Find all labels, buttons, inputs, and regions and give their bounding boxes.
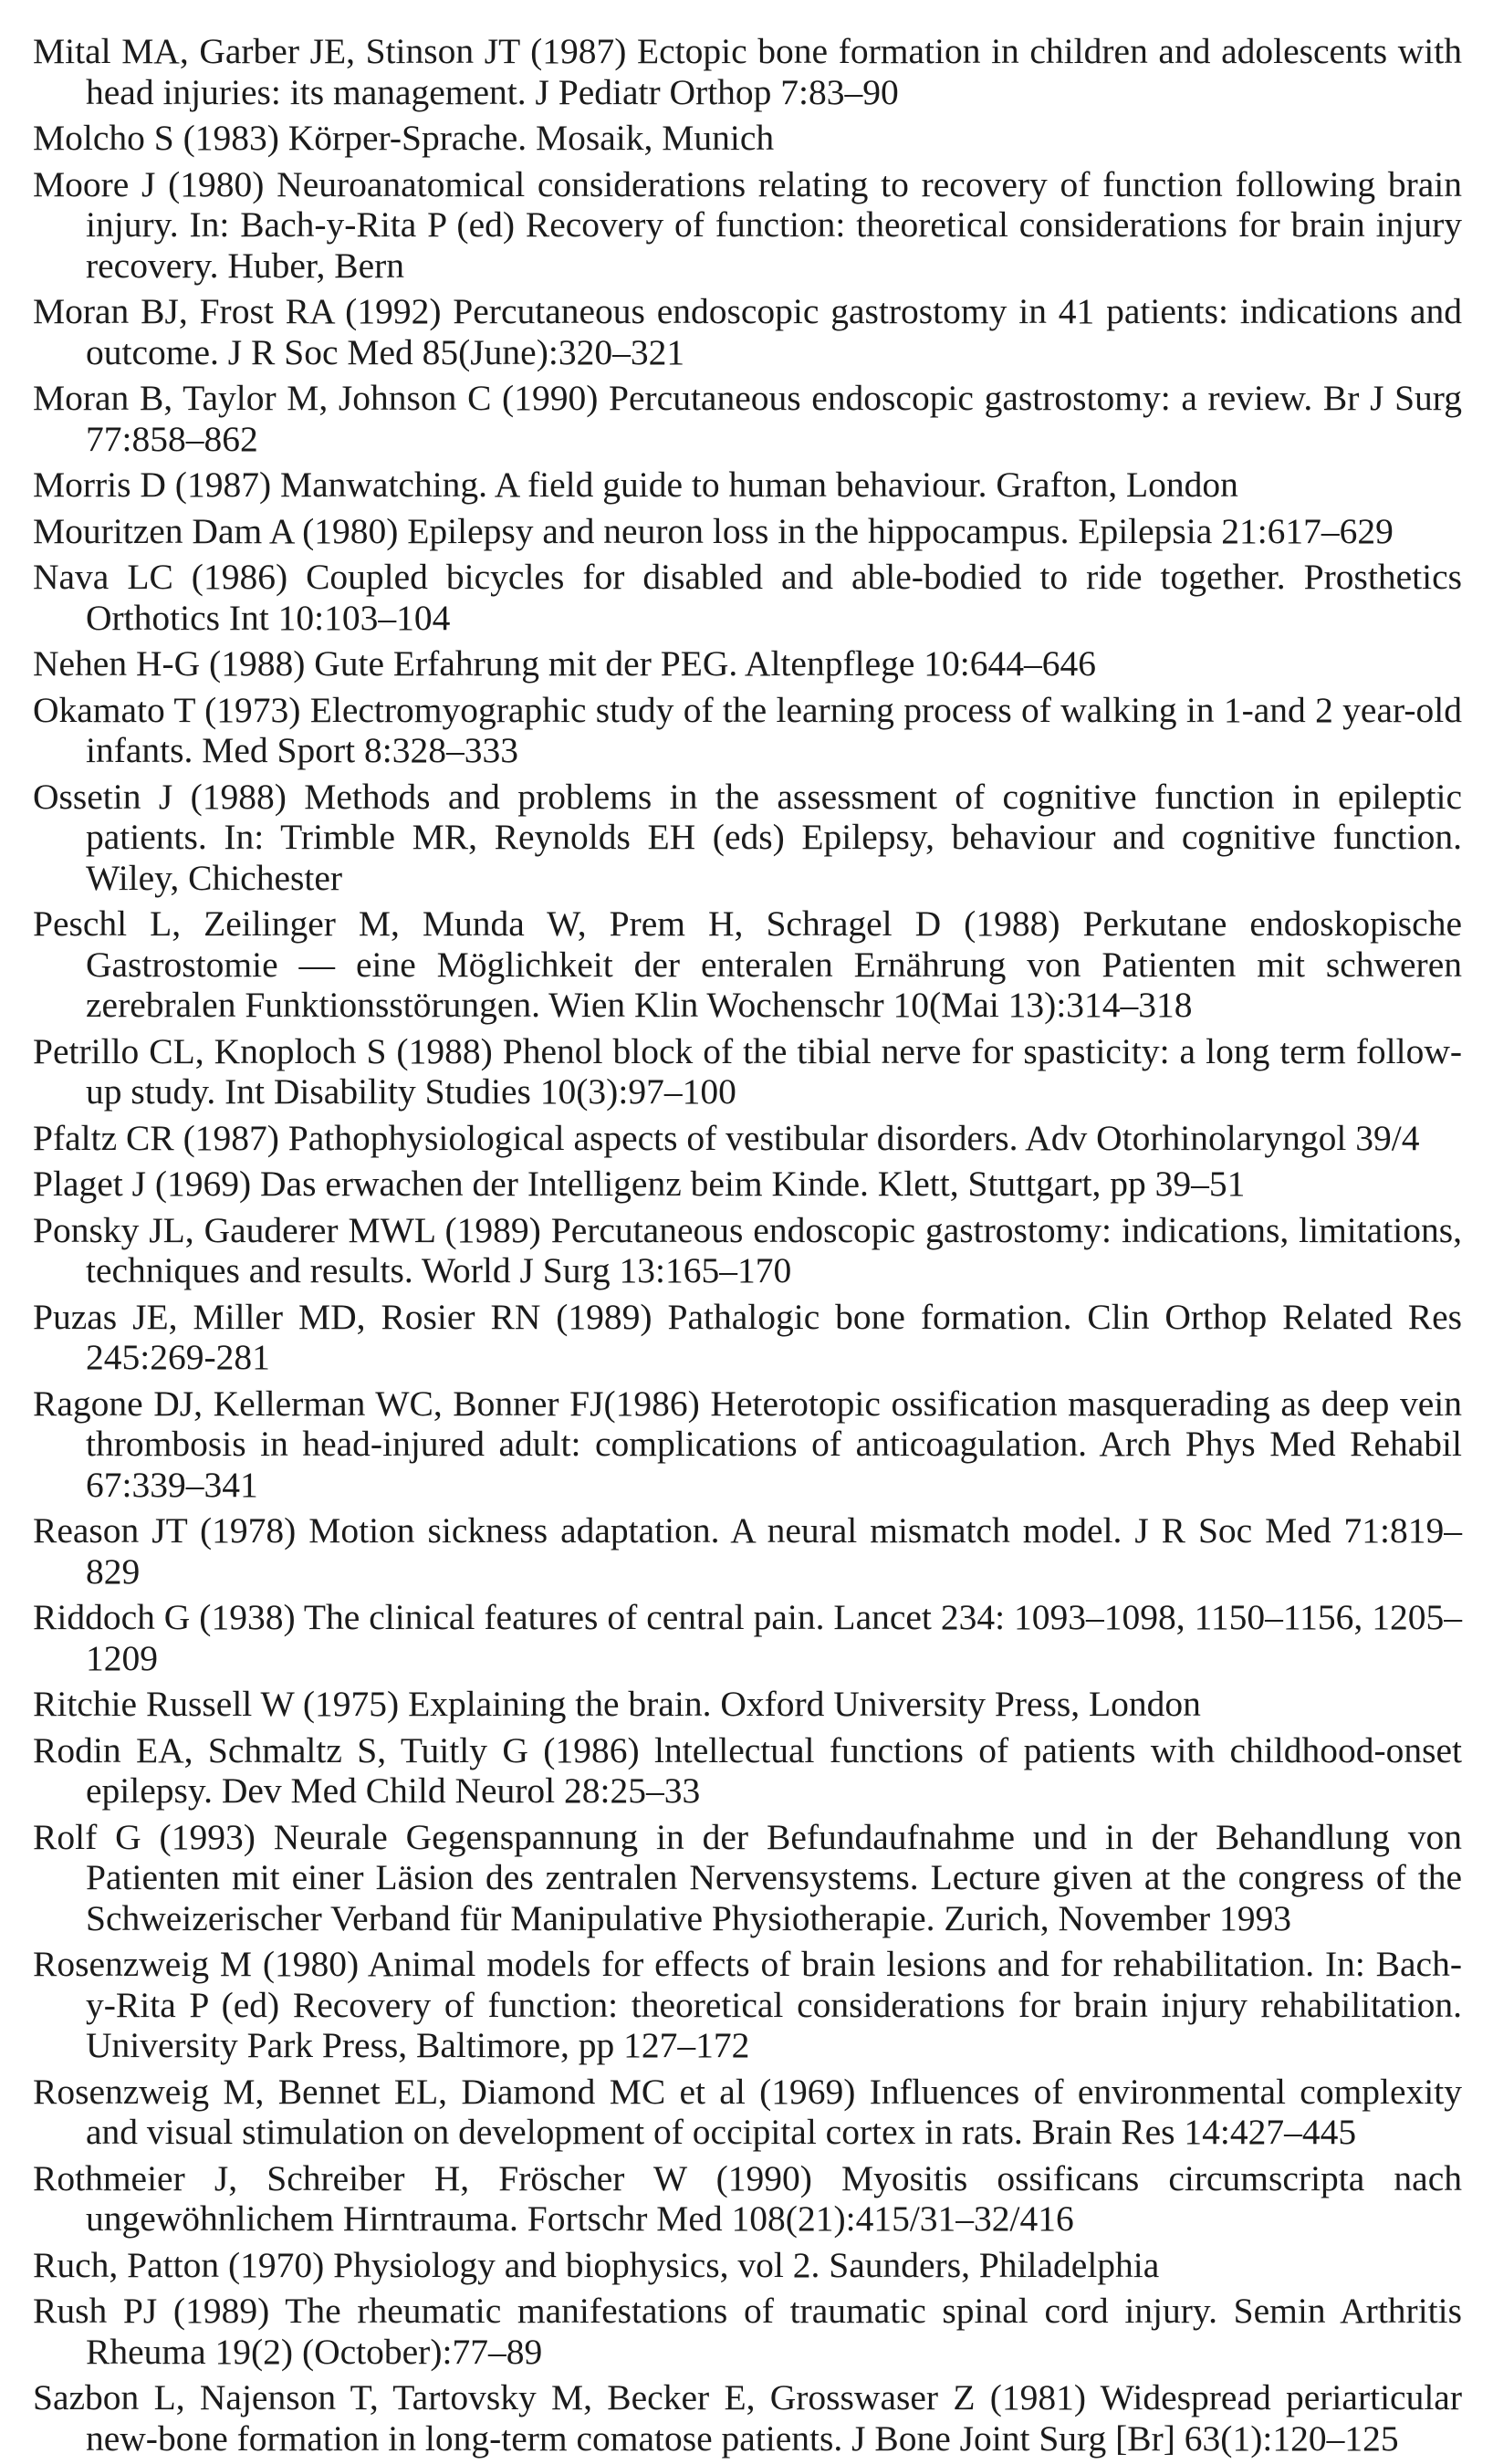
reference-entry: Rothmeier J, Schreiber H, Fröscher W (1990) Myositis ossificans circumscripta nach ungewöhnlichem Hirntrauma. Fortschr Med 108(21):415/31–32/416 (33, 2157, 1462, 2239)
reference-entry: Ragone DJ, Kellerman WC, Bonner FJ(1986) Heterotopic ossification masquerading as deep vein thrombosis in head-injured adult: complications of anticoagulation. Arch Phys Med Rehabil 67:339–341 (33, 1383, 1462, 1505)
reference-entry: Peschl L, Zeilinger M, Munda W, Prem H, Schragel D (1988) Perkutane endoskopische Gastrostomie — eine Möglichkeit der enteralen Ernährung von Patienten mit schweren zerebralen Funktionsstörungen. Wien Klin Wochenschr 10(Mai 13):314–318 (33, 903, 1462, 1025)
reference-entry: Puzas JE, Miller MD, Rosier RN (1989) Pathalogic bone formation. Clin Orthop Related Res 245:269-281 (33, 1296, 1462, 1377)
reference-entry: Ossetin J (1988) Methods and problems in the assessment of cognitive function in epileptic patients. In: Trimble MR, Reynolds EH (eds) Epilepsy, behaviour and cognitive function. Wiley, Chichester (33, 776, 1462, 898)
reference-entry: Nava LC (1986) Coupled bicycles for disabled and able-bodied to ride together. Prosthetics Orthotics Int 10:103–104 (33, 557, 1462, 638)
reference-entry: Sazbon L, Najenson T, Tartovsky M, Becker E, Grosswaser Z (1981) Widespread periarticular new-bone formation in long-term comatose patients. J Bone Joint Surg [Br] 63(1):120–125 (33, 2377, 1462, 2459)
reference-entry: Rosenzweig M (1980) Animal models for effects of brain lesions and for rehabilitation. In: Bach-y-Rita P (ed) Recovery of function: theoretical considerations for brain injury rehabilitation. University Park Press, Baltimore, pp 127–172 (33, 1944, 1462, 2065)
reference-entry: Moran BJ, Frost RA (1992) Percutaneous endoscopic gastrostomy in 41 patients: indications and outcome. J R Soc Med 85(June):320–321 (33, 291, 1462, 372)
reference-entry: Ponsky JL, Gauderer MWL (1989) Percutaneous endoscopic gastrostomy: indications, limitations, techniques and results. World J Surg 13:165–170 (33, 1209, 1462, 1290)
reference-entry: Molcho S (1983) Körper-Sprache. Mosaik, Munich (33, 118, 775, 158)
reference-entry: Rolf G (1993) Neurale Gegenspannung in der Befundaufnahme und in der Behandlung von Patienten mit einer Läsion des zentralen Nervensystems. Lecture given at the congress of the Schweizerischer Verband für Manipulative Physiotherapie. Zurich, November 1993 (33, 1816, 1462, 1938)
reference-entry: Rush PJ (1989) The rheumatic manifestations of traumatic spinal cord injury. Semin Arthritis Rheuma 19(2) (October):77–89 (33, 2291, 1462, 2372)
reference-entry: Moran B, Taylor M, Johnson C (1990) Percutaneous endoscopic gastrostomy: a review. Br J Surg 77:858–862 (33, 378, 1462, 459)
reference-entry: Mouritzen Dam A (1980) Epilepsy and neuron loss in the hippocampus. Epilepsia 21:617–629 (33, 510, 1394, 551)
reference-entry: Plaget J (1969) Das erwachen der Intelligenz beim Kinde. Klett, Stuttgart, pp 39–51 (33, 1164, 1246, 1204)
reference-list (33, 31, 1462, 2464)
reference-entry: Moore J (1980) Neuroanatomical considerations relating to recovery of function following brain injury. In: Bach-y-Rita P (ed) Recovery of function: theoretical considerations for brain injury recovery. Huber, Bern (33, 163, 1462, 286)
reference-entry: Rosenzweig M, Bennet EL, Diamond MC et al (1969) Influences of environmental complexity and visual stimulation on development of occipital cortex in rats. Brain Res 14:427–445 (33, 2071, 1462, 2152)
reference-entry: Petrillo CL, Knoploch S (1988) Phenol block of the tibial nerve for spasticity: a long term follow-up study. Int Disability Studies 10(3):97–100 (33, 1030, 1462, 1112)
reference-entry: Nehen H-G (1988) Gute Erfahrung mit der PEG. Altenpflege 10:644–646 (33, 643, 1096, 684)
reference-entry: Morris D (1987) Manwatching. A field guide to human behaviour. Grafton, London (33, 465, 1238, 505)
reference-entry: Ritchie Russell W (1975) Explaining the brain. Oxford University Press, London (33, 1684, 1201, 1724)
reference-entry: Pfaltz CR (1987) Pathophysiological aspects of vestibular disorders. Adv Otorhinolaryngol 39/4 (33, 1117, 1420, 1158)
reference-entry: Rodin EA, Schmaltz S, Tuitly G (1986) lntellectual functions of patients with childhood-onset epilepsy. Dev Med Child Neurol 28:25–33 (33, 1729, 1462, 1811)
reference-entry: Riddoch G (1938) The clinical features of central pain. Lancet 234: 1093–1098, 1150–1156, 1205–1209 (33, 1597, 1462, 1678)
reference-entry: Reason JT (1978) Motion sickness adaptation. A neural mismatch model. J R Soc Med 71:819–829 (33, 1510, 1462, 1592)
reference-entry: Ruch, Patton (1970) Physiology and biophysics, vol 2. Saunders, Philadelphia (33, 2244, 1160, 2285)
reference-entry: Okamato T (1973) Electromyographic study of the learning process of walking in 1-and 2 year-old infants. Med Sport 8:328–333 (33, 689, 1462, 770)
reference-entry: Mital MA, Garber JE, Stinson JT (1987) Ectopic bone formation in children and adolescents with head injuries: its management. J Pediatr Orthop 7:83–90 (33, 31, 1462, 112)
